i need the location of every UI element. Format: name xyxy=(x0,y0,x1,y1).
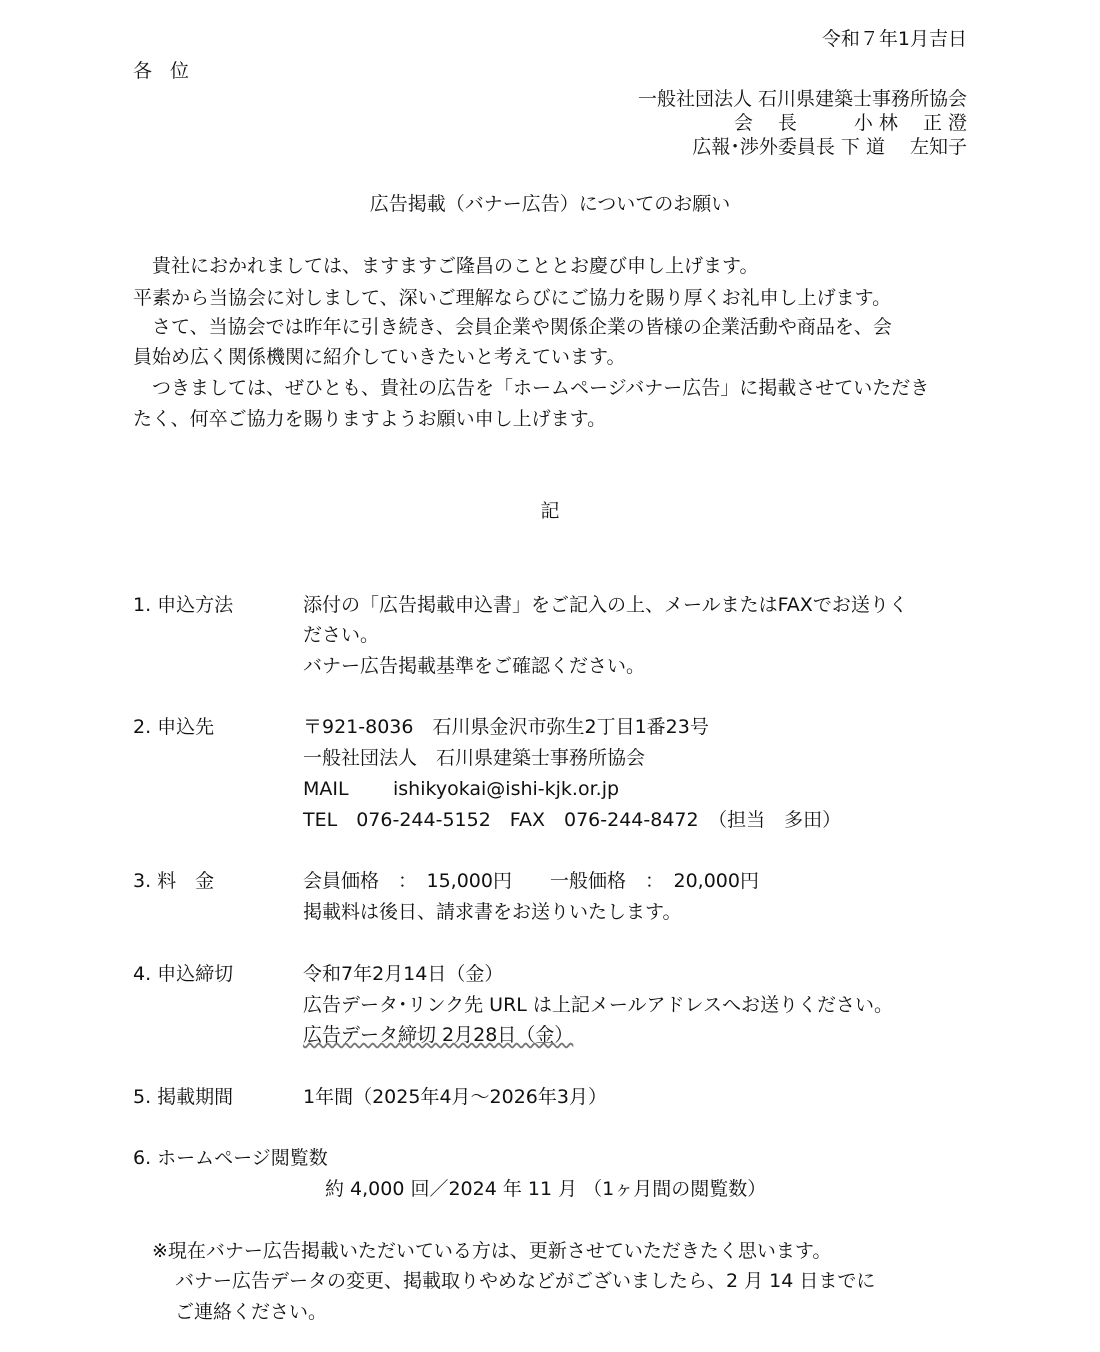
mail-label: MAIL xyxy=(303,778,349,800)
item-value: バナー広告掲載基準をご確認ください。 xyxy=(303,655,646,677)
body-line: 貴社におかれましては、ますますご隆昌のこととお慶び申し上げます。 xyxy=(133,255,759,277)
item-label-page-views: 6. ホームページ閲覧数 xyxy=(133,1147,328,1169)
body-line: さて、当協会では昨年に引き続き、会員企業や関係企業の皆様の企業活動や商品を、会 xyxy=(133,316,892,338)
deadline-instructions: 広告データ･リンク先 URL は上記メールアドレスへお送りください。 xyxy=(303,994,893,1016)
fee-prices: 会員価格 ： 15,000円 一般価格 ： 20,000円 xyxy=(303,870,759,892)
item-label-destination: 2. 申込先 xyxy=(133,716,215,738)
body-line: 平素から当協会に対しまして、深いご理解ならびにご協力を賜り厚くお礼申し上げます。 xyxy=(133,287,892,309)
item-value: 添付の「広告掲載申込書」をご記入の上、メールまたはFAXでお送りく xyxy=(303,594,908,616)
period-value: 1年間（2025年4月～2026年3月） xyxy=(303,1086,607,1108)
email-address[interactable]: ishikyokai@ishi-kjk.or.jp xyxy=(393,778,620,800)
phone-fax: TEL 076-244-5152 FAX 076-244-8472 （担当 多田） xyxy=(303,809,842,831)
fee-note: 掲載料は後日、請求書をお送りいたします。 xyxy=(303,901,682,923)
item-label-fee: 3. 料 金 xyxy=(133,870,215,892)
organization-name: 一般社団法人 石川県建築士事務所協会 xyxy=(303,747,646,769)
sender-organization: 一般社団法人 石川県建築士事務所協会 xyxy=(637,88,967,110)
body-line: 員始め広く関係機関に紹介していきたいと考えています。 xyxy=(133,346,626,368)
body-line: つきましては、ぜひとも、貴社の広告を「ホームページバナー広告」に掲載させていただき xyxy=(133,377,930,399)
item-label-deadline: 4. 申込締切 xyxy=(133,963,234,985)
page-views-value: 約 4,000 回／2024 年 11 月 （1ヶ月間の閲覧数） xyxy=(325,1178,767,1200)
item-label-period: 5. 掲載期間 xyxy=(133,1086,234,1108)
postal-address: 〒921-8036 石川県金沢市弥生2丁目1番23号 xyxy=(303,716,709,738)
body-line: たく、何卒ご協力を賜りますようお願い申し上げます。 xyxy=(133,408,607,430)
issue-date: 令和７年1月吉日 xyxy=(821,28,967,50)
note-line: バナー広告データの変更、掲載取りやめなどがございましたら、2 月 14 日までに xyxy=(175,1270,876,1292)
deadline-date: 令和7年2月14日（金） xyxy=(303,963,504,985)
note-line: ※現在バナー広告掲載いただいている方は、更新させていただきたく思います。 xyxy=(152,1240,832,1262)
document-title: 広告掲載（バナー広告）についてのお願い xyxy=(369,193,731,215)
item-value: ださい。 xyxy=(303,624,380,646)
item-label-application-method: 1. 申込方法 xyxy=(133,594,234,616)
data-deadline: 広告データ締切 2月28日（金） xyxy=(303,1024,574,1046)
sender-committee-chair: 広報･渉外委員長 下 道 左知子 xyxy=(692,136,967,158)
note-line: ご連絡ください。 xyxy=(175,1301,328,1323)
addressee: 各 位 xyxy=(133,60,196,82)
sender-president: 会 長 小 林 正 澄 xyxy=(733,112,967,134)
ki-heading: 記 xyxy=(540,500,560,522)
